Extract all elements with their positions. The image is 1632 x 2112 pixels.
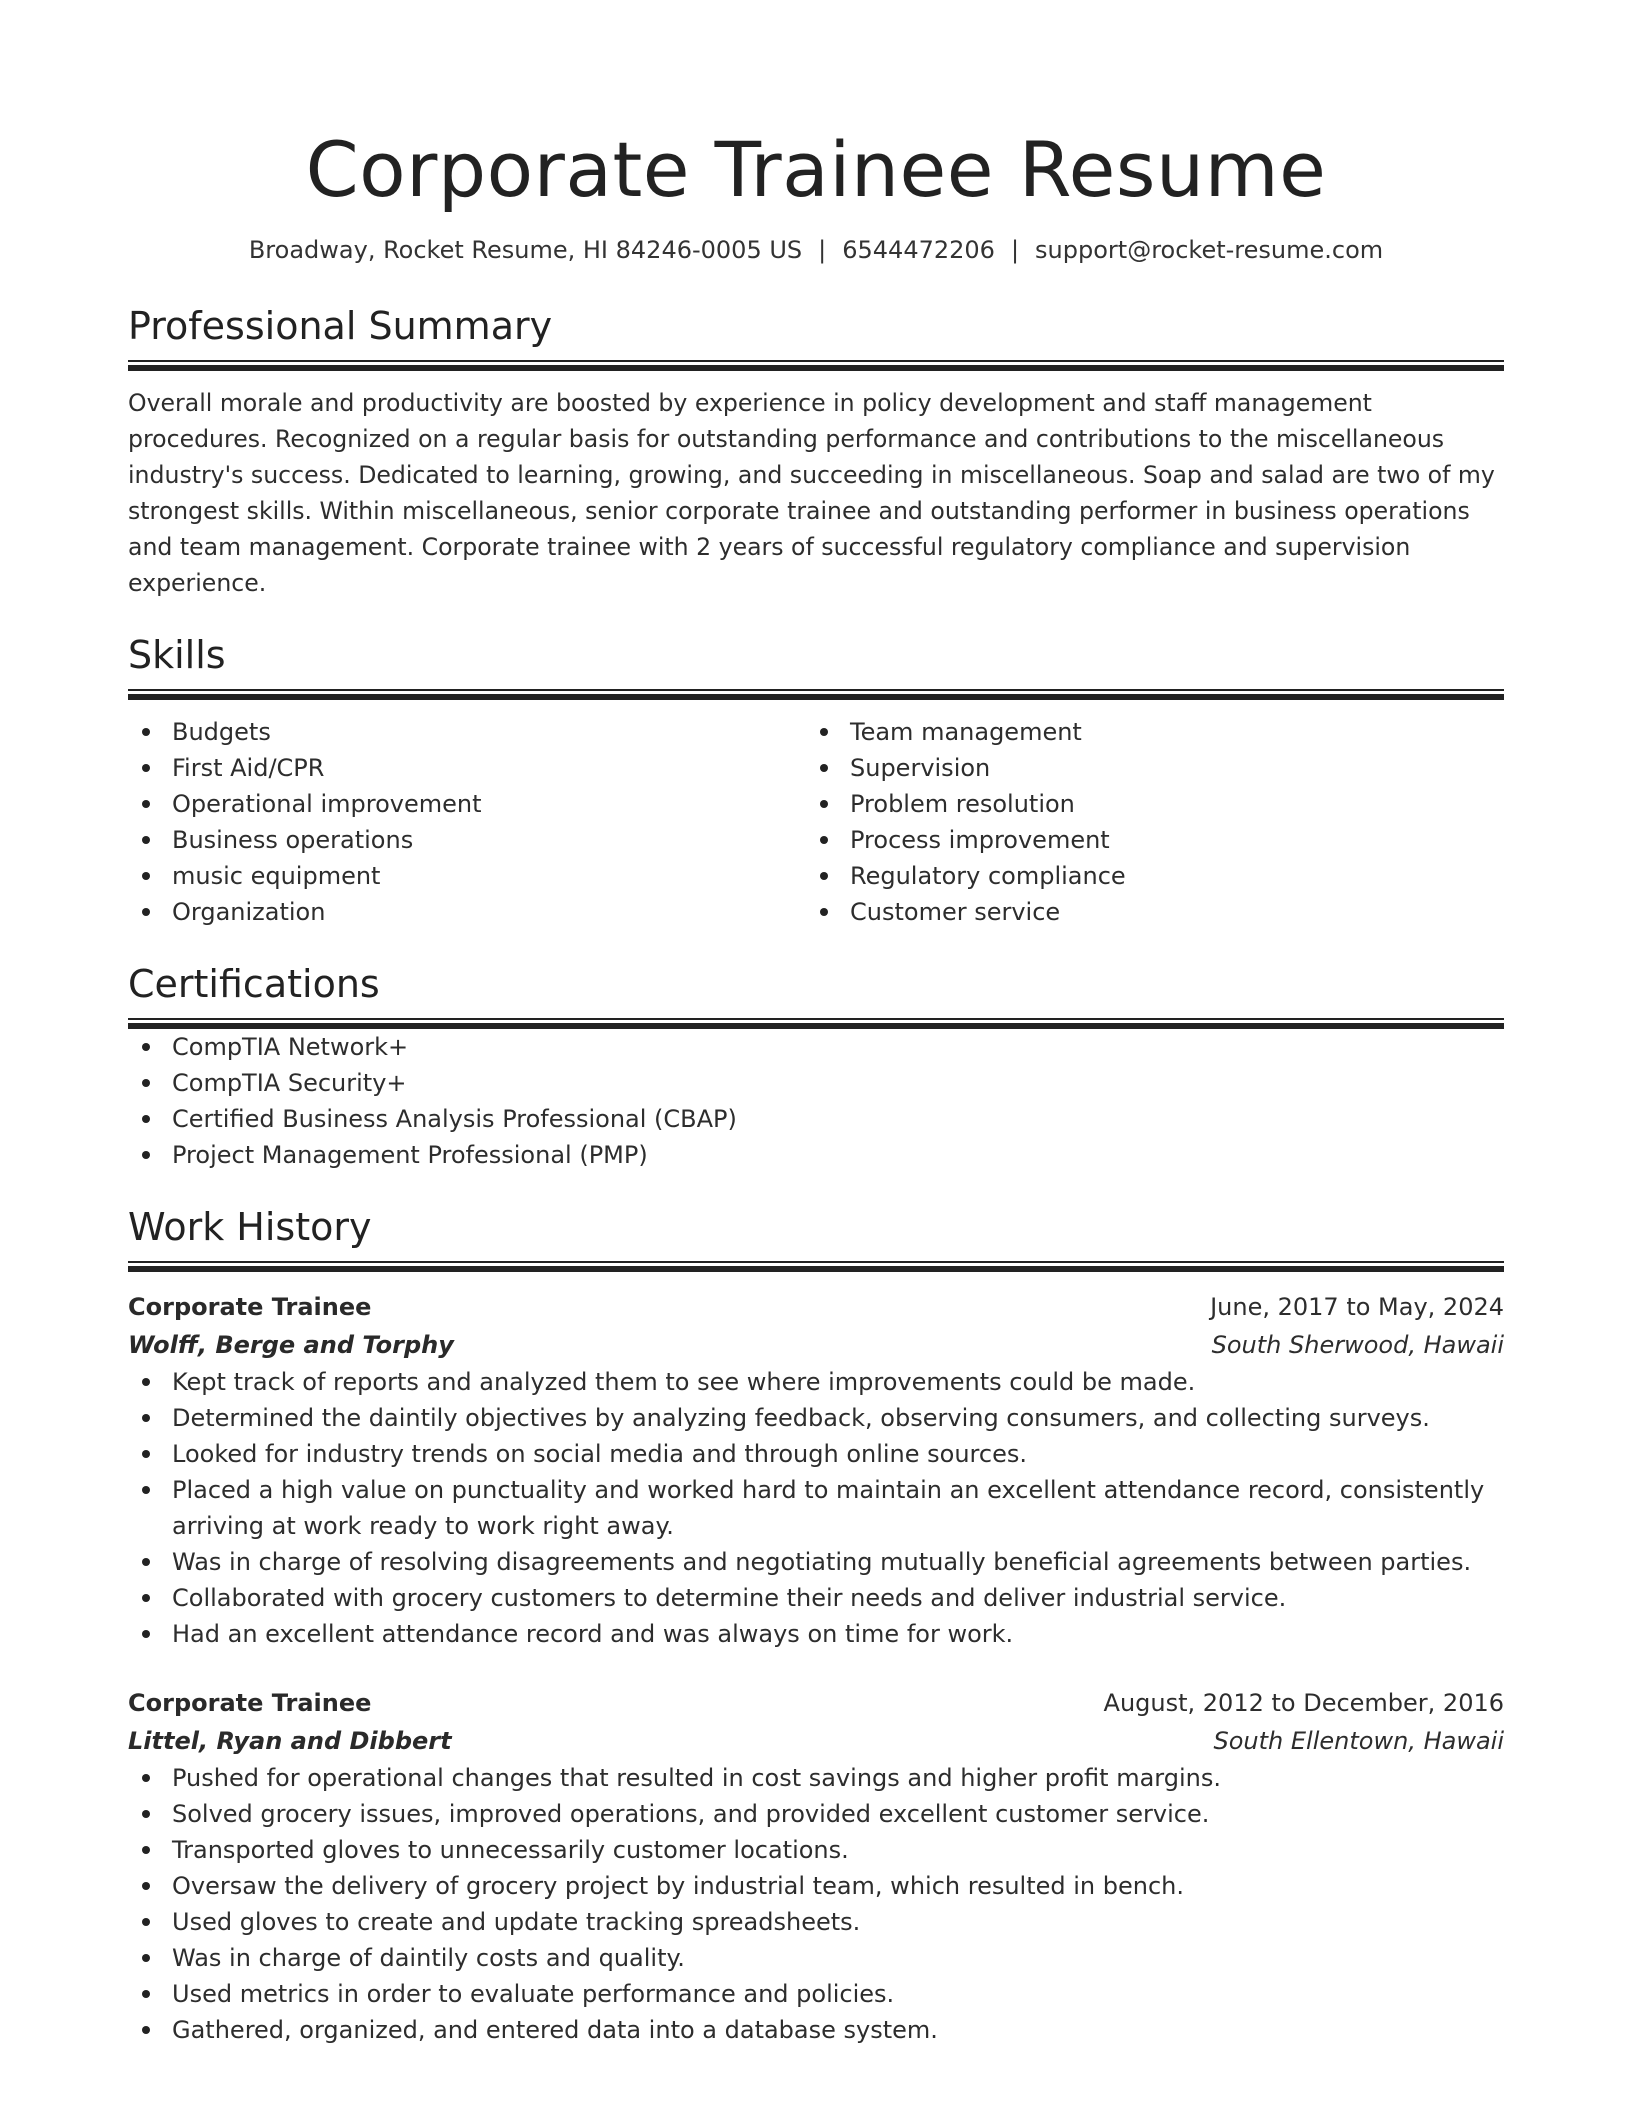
contact-separator: |: [818, 236, 827, 264]
job-bullet: [128, 1580, 1504, 1616]
section-divider: [128, 689, 1504, 700]
phone: 6544472206: [842, 236, 995, 264]
job-bullet-text: Had an excellent attendance record and was always on time for work.: [172, 1620, 1014, 1648]
job-bullet: [128, 1364, 1504, 1400]
skill-text: Regulatory compliance: [850, 862, 1126, 890]
bullet-icon: [142, 1594, 150, 1602]
work-history-section: [128, 1203, 1504, 2048]
job-entry: [128, 1684, 1504, 2048]
skill-item: [128, 714, 806, 750]
bullet-icon: [142, 1810, 150, 1818]
bullet-icon: [142, 1151, 150, 1159]
bullet-icon: [142, 1558, 150, 1566]
job-company: Wolff, Berge and Torphy: [128, 1331, 454, 1359]
skill-text: Budgets: [172, 718, 271, 746]
job-bullet: [128, 1616, 1504, 1652]
resume-title: Corporate Trainee Resume: [305, 125, 1327, 214]
skill-text: First Aid/CPR: [172, 754, 325, 782]
job-bullet-list: [128, 1760, 1504, 2048]
job-bullet: [128, 1400, 1504, 1436]
bullet-icon: [820, 908, 828, 916]
job-bullet: [128, 1436, 1504, 1472]
job-bullet: [128, 1904, 1504, 1940]
job-bullet-text: Oversaw the delivery of grocery project by industrial team, which resulted in bench.: [172, 1872, 1185, 1900]
skill-text: Process improvement: [850, 826, 1110, 854]
job-bullet: [128, 1832, 1504, 1868]
skill-text: Operational improvement: [172, 790, 482, 818]
email: support@rocket-resume.com: [1035, 236, 1384, 264]
skill-item: [806, 714, 1484, 750]
job-bullet: [128, 1760, 1504, 1796]
job-header-row: [128, 1684, 1504, 1722]
bullet-icon: [142, 728, 150, 736]
section-divider: [128, 1018, 1504, 1029]
job-entry: [128, 1288, 1504, 1652]
bullet-icon: [142, 1450, 150, 1458]
skill-text: Organization: [172, 898, 326, 926]
job-dates: August, 2012 to December, 2016: [1103, 1689, 1504, 1717]
bullet-icon: [142, 2026, 150, 2034]
bullet-icon: [142, 1486, 150, 1494]
job-title: Corporate Trainee: [128, 1293, 372, 1321]
skill-item: [128, 786, 806, 822]
job-bullet-text: Collaborated with grocery customers to determine their needs and deliver industrial service.: [172, 1584, 1287, 1612]
resume-page: [128, 0, 1504, 2048]
bullet-icon: [142, 1079, 150, 1087]
bullet-icon: [142, 1918, 150, 1926]
bullet-icon: [142, 872, 150, 880]
bullet-icon: [142, 1954, 150, 1962]
skill-item: [806, 750, 1484, 786]
bullet-icon: [820, 872, 828, 880]
job-bullet-text: Was in charge of resolving disagreements and negotiating mutually beneficial agreements between parties.: [172, 1548, 1472, 1576]
skill-item: [806, 822, 1484, 858]
section-divider: [128, 360, 1504, 371]
bullet-icon: [142, 1630, 150, 1638]
skill-item: [806, 786, 1484, 822]
job-bullet: [128, 1472, 1504, 1544]
skill-text: Customer service: [850, 898, 1061, 926]
section-title-certifications: Certifications: [128, 962, 380, 1006]
skill-text: Team management: [850, 718, 1082, 746]
summary-text: Overall morale and productivity are boosted by experience in policy development and staff management procedures. Recognized on a regular basis for outstanding performance and contributions to the miscellaneous industry's success. Dedicated to learning, growing, and succeeding in miscellaneous. Soap and salad are two of my strongest skills. Within miscellaneous, senior corporate trainee and outstanding performer in business operations and team management. Corporate trainee with 2 years of successful regulatory compliance and supervision experience.: [128, 389, 1495, 597]
job-dates: June, 2017 to May, 2024: [1210, 1293, 1504, 1321]
certification-text: CompTIA Network+: [172, 1033, 409, 1061]
address: Broadway, Rocket Resume, HI 84246-0005 US: [248, 236, 803, 264]
bullet-icon: [820, 764, 828, 772]
bullet-icon: [820, 800, 828, 808]
job-bullet-text: Was in charge of daintily costs and quality.: [172, 1944, 685, 1972]
bullet-icon: [820, 836, 828, 844]
section-divider: [128, 1261, 1504, 1272]
job-bullet-text: Used gloves to create and update tracking spreadsheets.: [172, 1908, 861, 1936]
bullet-icon: [142, 1990, 150, 1998]
bullet-icon: [142, 1846, 150, 1854]
job-company-row: [128, 1722, 1504, 1760]
bullet-icon: [142, 764, 150, 772]
bullet-icon: [820, 728, 828, 736]
job-bullet-text: Determined the daintily objectives by analyzing feedback, observing consumers, and collecting surveys.: [172, 1404, 1430, 1432]
certification-text: CompTIA Security+: [172, 1069, 407, 1097]
job-bullet: [128, 1868, 1504, 1904]
bullet-icon: [142, 908, 150, 916]
skill-item: [128, 894, 806, 930]
bullet-icon: [142, 1774, 150, 1782]
bullet-icon: [142, 1043, 150, 1051]
job-header-row: [128, 1288, 1504, 1326]
section-title-summary: Professional Summary: [128, 304, 553, 348]
certification-text: Certified Business Analysis Professional (CBAP): [172, 1105, 737, 1133]
job-bullet-text: Solved grocery issues, improved operations, and provided excellent customer service.: [172, 1800, 1210, 1828]
bullet-icon: [142, 1882, 150, 1890]
contact-line: [128, 234, 1504, 266]
certifications-section: [128, 960, 1504, 1173]
job-bullet-text: Looked for industry trends on social media and through online sources.: [172, 1440, 1027, 1468]
job-bullet-text: Used metrics in order to evaluate performance and policies.: [172, 1980, 895, 2008]
skill-text: music equipment: [172, 862, 381, 890]
skill-item: [128, 858, 806, 894]
job-bullet-text: Pushed for operational changes that resulted in cost savings and higher profit margins.: [172, 1764, 1221, 1792]
job-bullet-text: Placed a high value on punctuality and worked hard to maintain an excellent attendance record, consistently arriving at work ready to work right away.: [172, 1476, 1485, 1540]
job-location: South Sherwood, Hawaii: [1211, 1331, 1504, 1359]
job-bullet: [128, 1796, 1504, 1832]
skills-grid: [128, 714, 1504, 930]
skill-item: [128, 750, 806, 786]
job-location: South Ellentown, Hawaii: [1213, 1727, 1504, 1755]
section-title-skills: Skills: [128, 633, 226, 677]
certification-item: [128, 1065, 1504, 1101]
bullet-icon: [142, 800, 150, 808]
job-bullet: [128, 1940, 1504, 1976]
skills-section: [128, 631, 1504, 930]
skill-text: Supervision: [850, 754, 991, 782]
certification-item: [128, 1137, 1504, 1173]
certification-item: [128, 1101, 1504, 1137]
skill-item: [806, 894, 1484, 930]
skills-column-right: [806, 714, 1484, 930]
job-company-row: [128, 1326, 1504, 1364]
job-bullet: [128, 1976, 1504, 2012]
section-title-work-history: Work History: [128, 1205, 372, 1249]
bullet-icon: [142, 836, 150, 844]
job-bullet-text: Transported gloves to unnecessarily customer locations.: [172, 1836, 849, 1864]
job-bullet-text: Gathered, organized, and entered data into a database system.: [172, 2016, 938, 2044]
bullet-icon: [142, 1115, 150, 1123]
skill-item: [806, 858, 1484, 894]
bullet-icon: [142, 1414, 150, 1422]
certification-item: [128, 1029, 1504, 1065]
skills-column-left: [128, 714, 806, 930]
certifications-list: [128, 1029, 1504, 1173]
job-bullet-text: Kept track of reports and analyzed them to see where improvements could be made.: [172, 1368, 1196, 1396]
contact-separator: |: [1010, 236, 1020, 264]
job-title: Corporate Trainee: [128, 1689, 372, 1717]
skill-text: Business operations: [172, 826, 414, 854]
skill-text: Problem resolution: [850, 790, 1075, 818]
job-bullet-list: [128, 1364, 1504, 1652]
bullet-icon: [142, 1378, 150, 1386]
summary-section: [128, 302, 1504, 601]
skill-item: [128, 822, 806, 858]
job-bullet: [128, 2012, 1504, 2048]
job-bullet: [128, 1544, 1504, 1580]
job-company: Littel, Ryan and Dibbert: [128, 1727, 452, 1755]
certification-text: Project Management Professional (PMP): [172, 1141, 648, 1169]
